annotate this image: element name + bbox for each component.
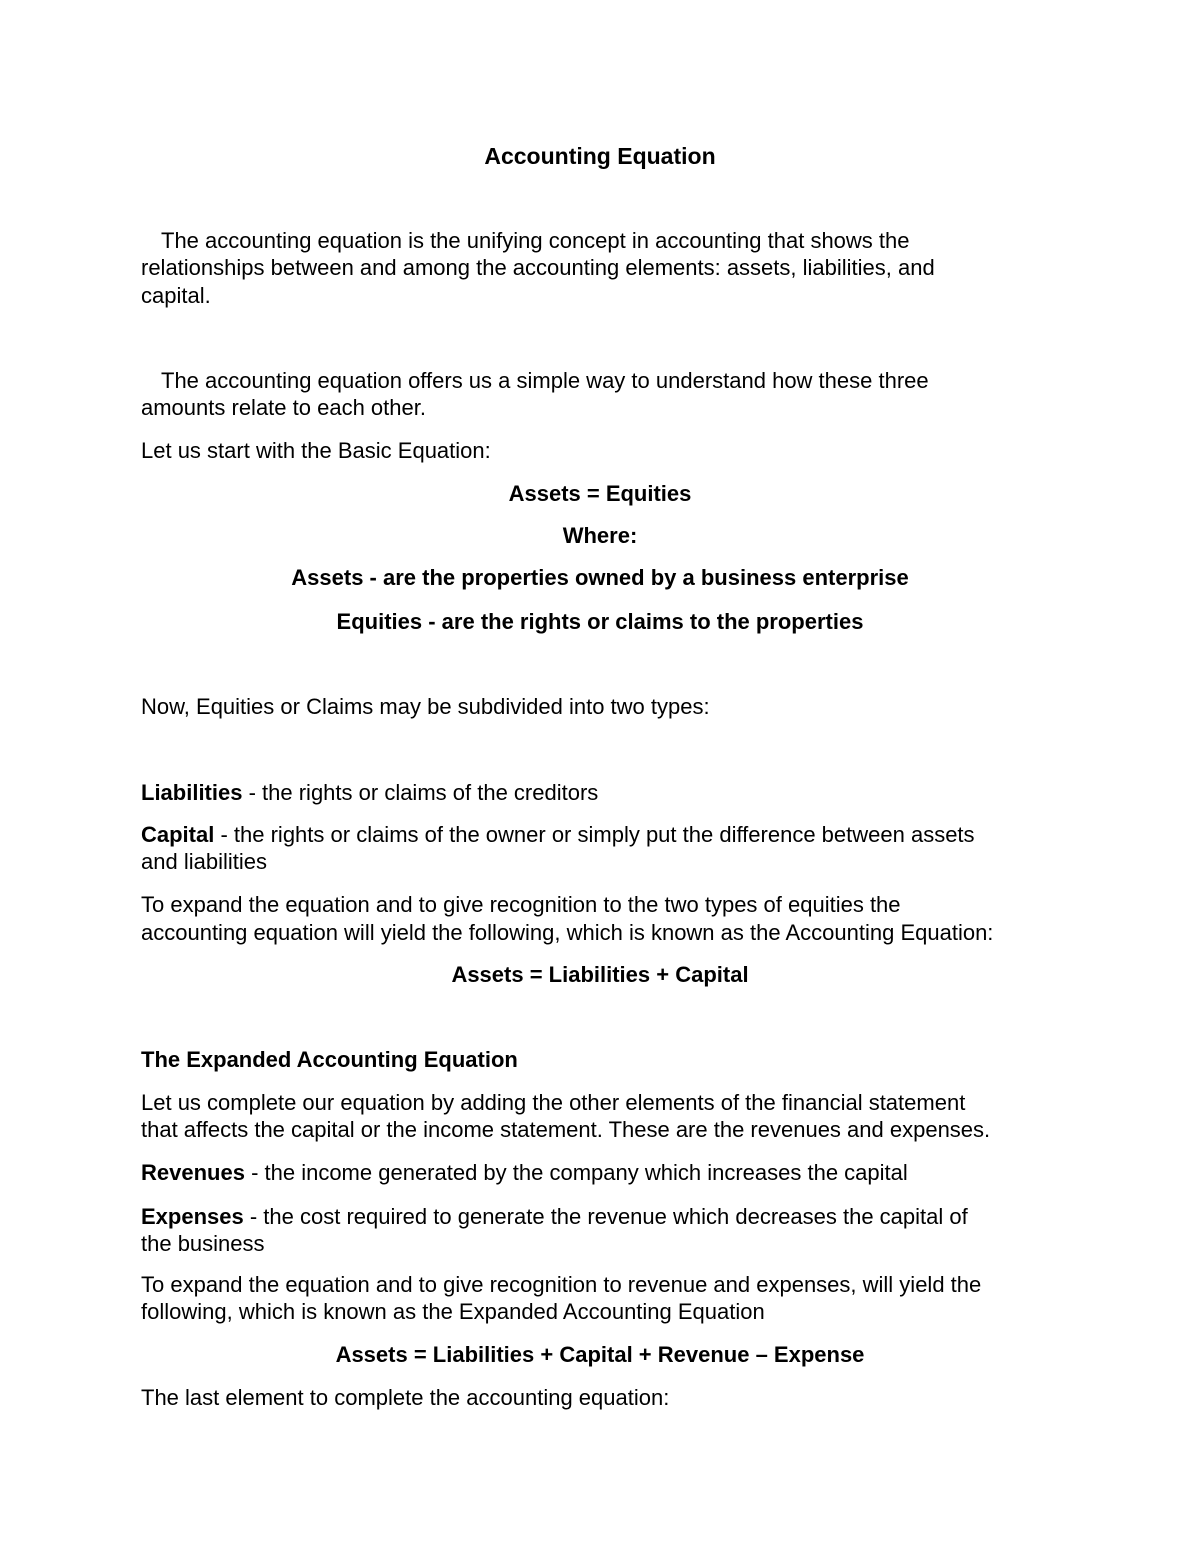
- types-expand-line-2: accounting equation will yield the following, which is known as the Accounting Equation:: [141, 920, 994, 945]
- intro-paragraph-1-line-3: capital.: [141, 283, 211, 308]
- revenues-term: Revenues: [141, 1160, 245, 1185]
- intro-paragraph-3: Let us start with the Basic Equation:: [141, 438, 491, 463]
- basic-equation: Assets = Equities: [508, 481, 692, 506]
- last-element-line: The last element to complete the accounting equation:: [141, 1385, 670, 1410]
- expanded-accounting-equation: Assets = Liabilities + Capital + Revenue – Expense: [335, 1342, 865, 1367]
- page-title: Accounting Equation: [484, 143, 716, 169]
- expanded-intro-line-2: that affects the capital or the income statement. These are the revenues and expenses.: [141, 1117, 991, 1142]
- expanded-intro-line-1: Let us complete our equation by adding the other elements of the financial statement: [141, 1090, 966, 1115]
- accounting-equation: Assets = Liabilities + Capital: [451, 962, 749, 987]
- intro-paragraph-2-line-2: amounts relate to each other.: [141, 395, 426, 420]
- expenses-definition-line-2: the business: [141, 1231, 265, 1256]
- capital-definition-line-1: Capital - the rights or claims of the owner or simply put the difference between assets: [141, 822, 975, 847]
- capital-definition-line-2: and liabilities: [141, 849, 267, 874]
- intro-paragraph-1-line-2: relationships between and among the accounting elements: assets, liabilities, and: [141, 255, 935, 280]
- capital-term: Capital: [141, 822, 215, 847]
- types-intro: Now, Equities or Claims may be subdivided into two types:: [141, 694, 710, 719]
- expenses-definition-line-1: Expenses - the cost required to generate the revenue which decreases the capital of: [141, 1204, 968, 1229]
- revenues-definition: Revenues - the income generated by the company which increases the capital: [141, 1160, 908, 1185]
- expanded-expand-line-1: To expand the equation and to give recognition to revenue and expenses, will yield the: [141, 1272, 982, 1297]
- equities-definition: Equities - are the rights or claims to the properties: [336, 609, 864, 634]
- where-label: Where:: [562, 523, 638, 548]
- assets-definition: Assets - are the properties owned by a business enterprise: [291, 565, 909, 590]
- liabilities-definition: Liabilities - the rights or claims of the creditors: [141, 780, 599, 805]
- expenses-term: Expenses: [141, 1204, 244, 1229]
- liabilities-term: Liabilities: [141, 780, 243, 805]
- intro-paragraph-2-line-1: The accounting equation offers us a simple way to understand how these three: [161, 368, 929, 393]
- intro-paragraph-1-line-1: The accounting equation is the unifying concept in accounting that shows the: [161, 228, 910, 253]
- expanded-expand-line-2: following, which is known as the Expanded Accounting Equation: [141, 1299, 765, 1324]
- types-expand-line-1: To expand the equation and to give recognition to the two types of equities the: [141, 892, 901, 917]
- expanded-heading: The Expanded Accounting Equation: [141, 1047, 518, 1072]
